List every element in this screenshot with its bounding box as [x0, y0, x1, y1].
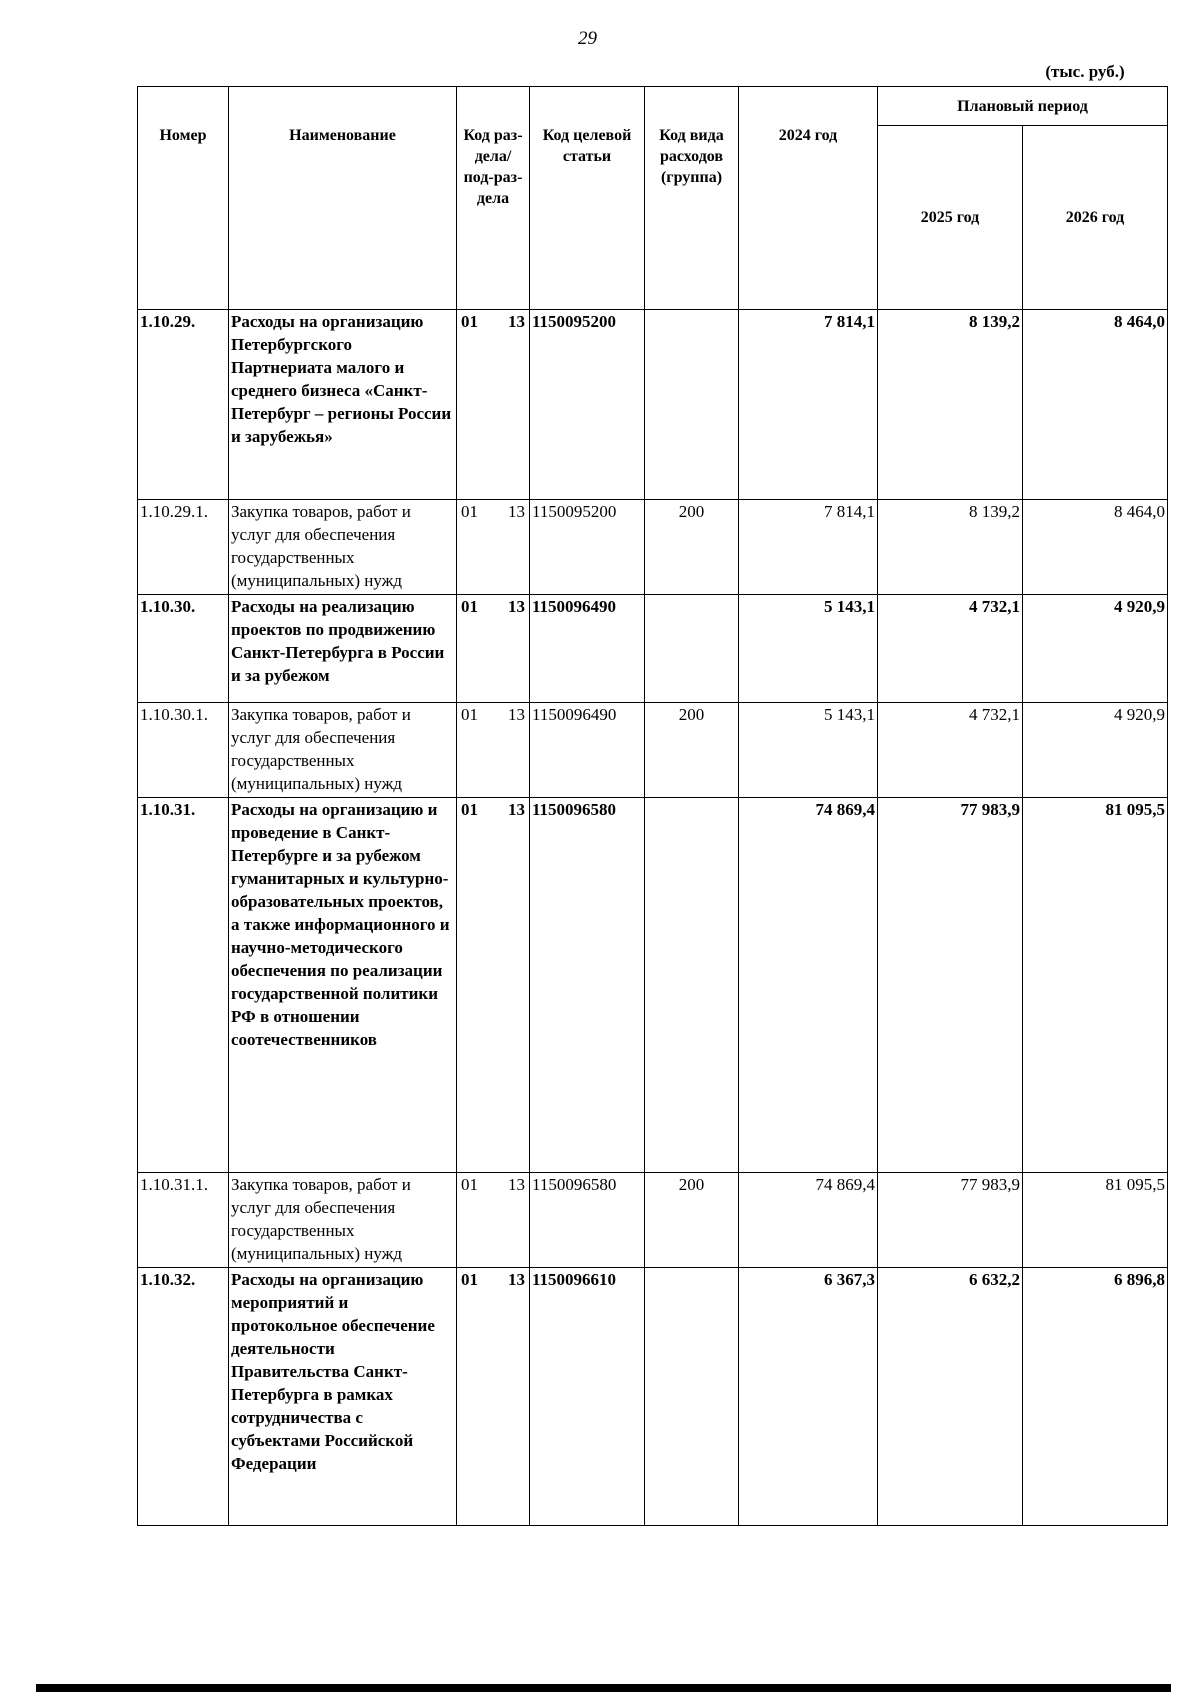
row-amount-2024: 74 869,4 — [739, 1173, 878, 1268]
podrazdel-code: 13 — [508, 1270, 525, 1289]
row-target-code: 1150096580 — [530, 1173, 645, 1268]
header-year-2026: 2026 год — [1023, 126, 1168, 310]
section-code-wrap — [459, 310, 527, 333]
row-name: Расходы на организацию и проведение в Санкт-Петербурге и за рубежом гуманитарных и культурно-образовательных проектов, а также информационного и научно-методического обеспечения по реализации государственной политики РФ в отношении соотечественников — [229, 798, 457, 1173]
row-name: Расходы на организацию мероприятий и протокольное обеспечение деятельности Правительства Санкт-Петербурга в рамках сотрудничества с субъектами Российской Федерации — [229, 1268, 457, 1526]
row-section-code — [457, 1173, 530, 1268]
row-section-code — [457, 703, 530, 798]
row-name: Расходы на реализацию проектов по продвижению Санкт-Петербурга в России и за рубежом — [229, 595, 457, 703]
header-target-code: Код целевой статьи — [530, 87, 645, 310]
units-label: (тыс. руб.) — [1045, 62, 1125, 81]
table-row — [138, 310, 1168, 500]
row-name: Расходы на организацию Петербургского Партнериата малого и среднего бизнеса «Санкт-Петербург – регионы России и зарубежья» — [229, 310, 457, 500]
row-target-code: 1150096610 — [530, 1268, 645, 1526]
row-name: Закупка товаров, работ и услуг для обеспечения государственных (муниципальных) нужд — [229, 703, 457, 798]
row-expense-type — [645, 1268, 739, 1526]
row-amount-2025: 4 732,1 — [878, 703, 1023, 798]
header-year-2024: 2024 год — [739, 87, 878, 310]
row-amount-2025: 77 983,9 — [878, 1173, 1023, 1268]
table-row — [138, 500, 1168, 595]
table-row — [138, 1173, 1168, 1268]
razdel-code: 01 — [461, 597, 478, 616]
row-amount-2026: 8 464,0 — [1023, 310, 1168, 500]
row-amount-2024: 74 869,4 — [739, 798, 878, 1173]
row-number: 1.10.29.1. — [138, 500, 229, 595]
podrazdel-code: 13 — [508, 705, 525, 724]
row-section-code — [457, 500, 530, 595]
section-code-wrap — [459, 1268, 527, 1291]
row-expense-type: 200 — [645, 703, 739, 798]
row-amount-2025: 6 632,2 — [878, 1268, 1023, 1526]
row-section-code — [457, 595, 530, 703]
row-number: 1.10.31. — [138, 798, 229, 1173]
row-expense-type — [645, 798, 739, 1173]
row-amount-2025: 77 983,9 — [878, 798, 1023, 1173]
table-row — [138, 798, 1168, 1173]
section-code-wrap — [459, 500, 527, 523]
bottom-scan-border — [36, 1684, 1171, 1692]
section-code-wrap — [459, 595, 527, 618]
row-amount-2026: 8 464,0 — [1023, 500, 1168, 595]
row-expense-type: 200 — [645, 1173, 739, 1268]
podrazdel-code: 13 — [508, 1175, 525, 1194]
row-target-code: 1150096580 — [530, 798, 645, 1173]
row-number: 1.10.31.1. — [138, 1173, 229, 1268]
header-year-2025: 2025 год — [878, 126, 1023, 310]
table-body — [138, 310, 1168, 1526]
row-amount-2024: 7 814,1 — [739, 500, 878, 595]
row-amount-2024: 5 143,1 — [739, 703, 878, 798]
table-row — [138, 703, 1168, 798]
razdel-code: 01 — [461, 1175, 478, 1194]
razdel-code: 01 — [461, 1270, 478, 1289]
row-amount-2025: 4 732,1 — [878, 595, 1023, 703]
row-amount-2026: 4 920,9 — [1023, 595, 1168, 703]
row-section-code — [457, 310, 530, 500]
budget-table — [137, 86, 1168, 1526]
row-amount-2026: 81 095,5 — [1023, 1173, 1168, 1268]
row-number: 1.10.29. — [138, 310, 229, 500]
page-number: 29 — [578, 28, 597, 49]
section-code-wrap — [459, 798, 527, 821]
table-header — [138, 87, 1168, 310]
row-amount-2024: 6 367,3 — [739, 1268, 878, 1526]
header-planned-period: Плановый период — [878, 87, 1168, 126]
row-amount-2025: 8 139,2 — [878, 500, 1023, 595]
podrazdel-code: 13 — [508, 800, 525, 819]
row-expense-type — [645, 310, 739, 500]
header-section-code: Код раз-дела/ под-раз-дела — [457, 87, 530, 310]
header-expense-type: Код вида расходов (группа) — [645, 87, 739, 310]
row-section-code — [457, 798, 530, 1173]
razdel-code: 01 — [461, 705, 478, 724]
section-code-wrap — [459, 1173, 527, 1196]
row-number: 1.10.30.1. — [138, 703, 229, 798]
row-target-code: 1150095200 — [530, 310, 645, 500]
row-amount-2024: 7 814,1 — [739, 310, 878, 500]
razdel-code: 01 — [461, 312, 478, 331]
row-expense-type: 200 — [645, 500, 739, 595]
header-name: Наименование — [229, 87, 457, 310]
row-target-code: 1150096490 — [530, 595, 645, 703]
row-amount-2026: 81 095,5 — [1023, 798, 1168, 1173]
row-amount-2025: 8 139,2 — [878, 310, 1023, 500]
row-amount-2026: 4 920,9 — [1023, 703, 1168, 798]
table-row — [138, 1268, 1168, 1526]
row-number: 1.10.32. — [138, 1268, 229, 1526]
row-number: 1.10.30. — [138, 595, 229, 703]
podrazdel-code: 13 — [508, 597, 525, 616]
row-name: Закупка товаров, работ и услуг для обеспечения государственных (муниципальных) нужд — [229, 1173, 457, 1268]
razdel-code: 01 — [461, 502, 478, 521]
row-section-code — [457, 1268, 530, 1526]
podrazdel-code: 13 — [508, 312, 525, 331]
row-target-code: 1150096490 — [530, 703, 645, 798]
podrazdel-code: 13 — [508, 502, 525, 521]
header-number: Номер — [138, 87, 229, 310]
row-expense-type — [645, 595, 739, 703]
row-amount-2024: 5 143,1 — [739, 595, 878, 703]
razdel-code: 01 — [461, 800, 478, 819]
row-target-code: 1150095200 — [530, 500, 645, 595]
table-row — [138, 595, 1168, 703]
row-name: Закупка товаров, работ и услуг для обеспечения государственных (муниципальных) нужд — [229, 500, 457, 595]
row-amount-2026: 6 896,8 — [1023, 1268, 1168, 1526]
section-code-wrap — [459, 703, 527, 726]
